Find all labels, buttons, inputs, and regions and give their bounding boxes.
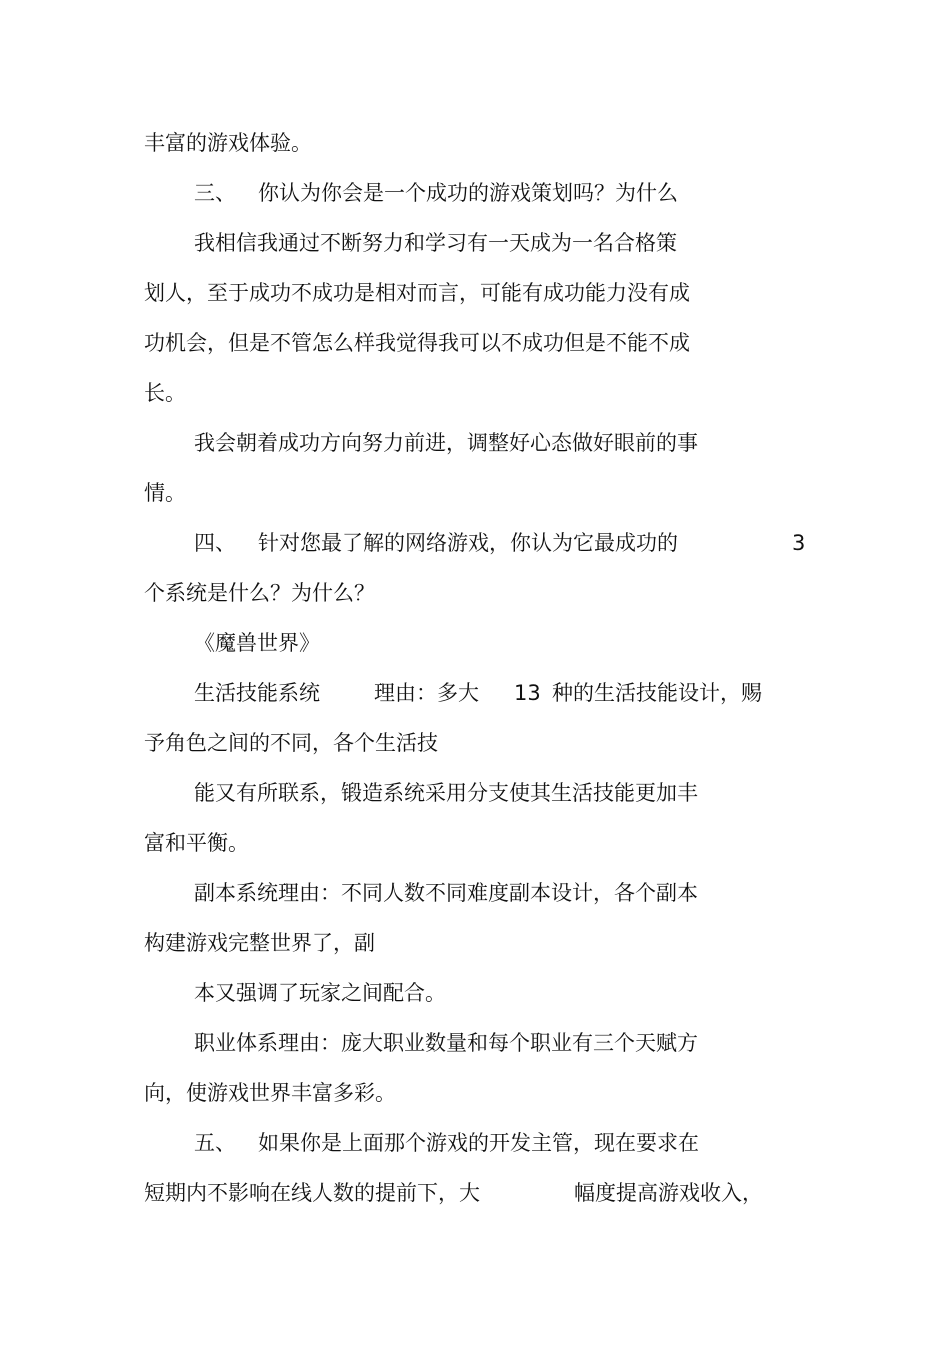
text-line: 丰富的游戏体验。 [144,131,312,155]
section-number: 三、 [194,181,236,205]
text-line: 富和平衡。 [144,831,249,855]
text-line: 能又有所联系，锻造系统采用分支使其生活技能更加丰 [194,781,698,805]
text-segment: 幅度提高游戏收入， [574,1181,763,1205]
text-line: 构建游戏完整世界了，副 [144,931,375,955]
game-title: 《魔兽世界》 [194,631,320,655]
section-number: 五、 [194,1131,236,1155]
text-line: 我会朝着成功方向努力前进，调整好心态做好眼前的事 [194,431,698,455]
text-line: 予角色之间的不同，各个生活技 [144,731,438,755]
text-line: 功机会，但是不管怎么样我觉得我可以不成功但是不能不成 [144,331,690,355]
text-segment: 短期内不影响在线人数的提前下，大 [144,1181,480,1205]
text-segment: 生活技能系统 [194,681,320,705]
text-line: 情。 [144,481,186,505]
section-number: 四、 [194,531,236,555]
text-line: 划人，至于成功不成功是相对而言，可能有成功能力没有成 [144,281,690,305]
text-line: 我相信我通过不断努力和学习有一天成为一名合格策 [194,231,677,255]
text-number: 13 [514,681,541,705]
text-segment: 理由：多大 [374,681,479,705]
text-number: 3 [792,531,806,555]
text-segment: 种的生活技能设计，赐 [552,681,762,705]
text-line: 副本系统理由：不同人数不同难度副本设计，各个副本 [194,881,698,905]
text-line: 长。 [144,381,186,405]
text-line: 向，使游戏世界丰富多彩。 [144,1081,396,1105]
text-line: 个系统是什么？为什么？ [144,581,375,605]
section-question: 如果你是上面那个游戏的开发主管，现在要求在 [258,1131,699,1155]
text-line: 本又强调了玩家之间配合。 [194,981,446,1005]
text-line: 职业体系理由：庞大职业数量和每个职业有三个天赋方 [194,1031,698,1055]
section-question: 你认为你会是一个成功的游戏策划吗？为什么 [258,181,678,205]
section-question: 针对您最了解的网络游戏，你认为它最成功的 [258,531,678,555]
